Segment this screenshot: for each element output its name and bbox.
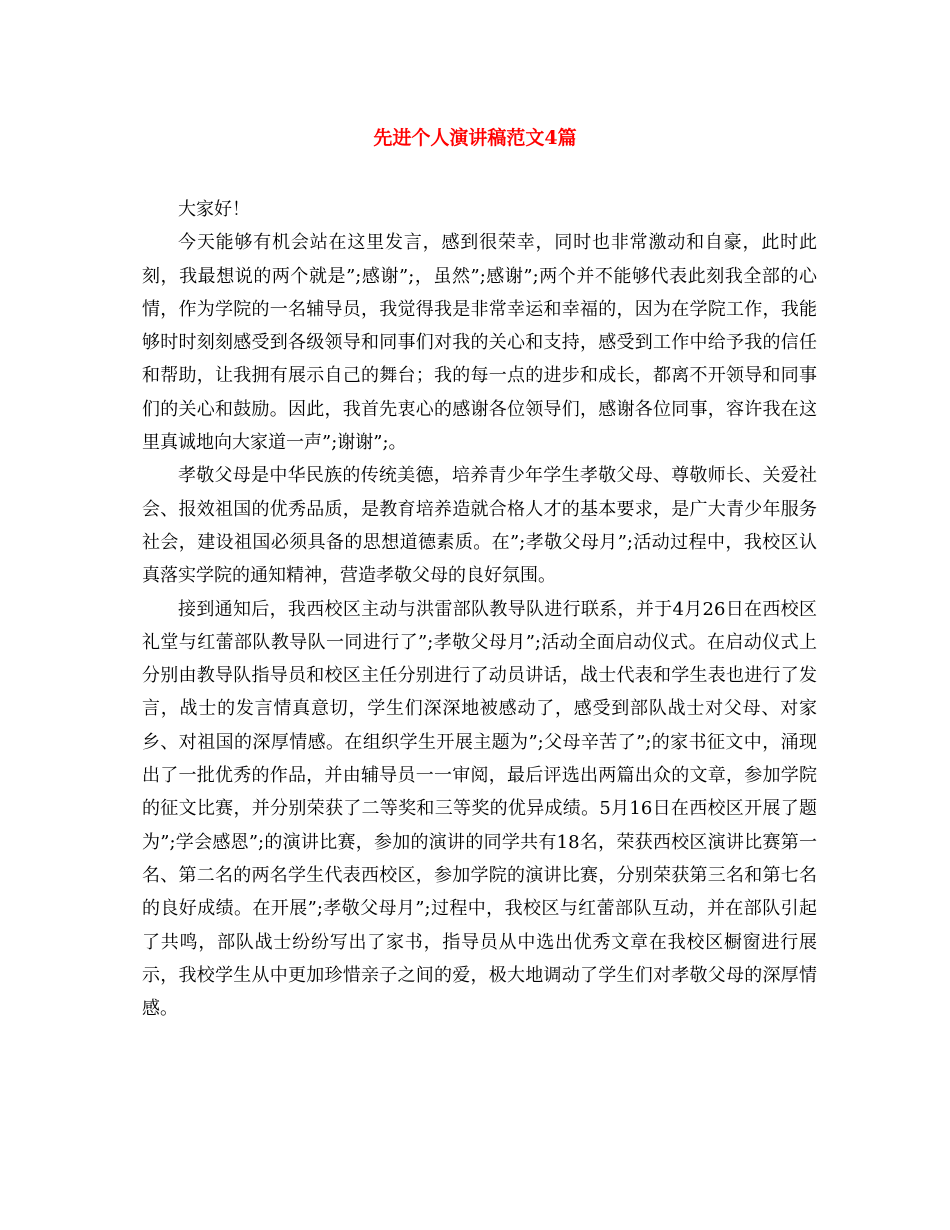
document-title: 先进个人演讲稿范文4篇 <box>373 127 577 149</box>
paragraph-thanks: 今天能够有机会站在这里发言，感到很荣幸，同时也非常激动和自豪，此时此刻，我最想说的两个就是”;感谢”;，虽然”;感谢”;两个并不能够代表此刻我全部的心情，作为学院的一名辅导员，我觉得我是非常幸运和幸福的，因为在学院工作，我能够时时刻刻感受到各级领导和同事们对我的关心和支持，感受到工作中给予我的信任和帮助，让我拥有展示自己的舞台；我的每一点的进步和成长，都离不开领导和同事们的关心和鼓励。因此，我首先衷心的感谢各位领导们，感谢各位同事，容许我在这里真诚地向大家道一声”;谢谢”;。 <box>142 232 817 454</box>
paragraph-filial-piety: 孝敬父母是中华民族的传统美德，培养青少年学生孝敬父母、尊敬师长、关爱社会、报效祖国的优秀品质，是教育培养造就合格人才的基本要求，是广大青少年服务社会，建设祖国必须具备的思想道德素质。在”;孝敬父母月”;活动过程中，我校区认真落实学院的通知精神，营造孝敬父母的良好氛围。 <box>142 465 817 587</box>
paragraph-greeting: 大家好！ <box>178 199 250 220</box>
paragraph-activities: 接到通知后，我西校区主动与洪雷部队教导队进行联系，并于4月26日在西校区礼堂与红蕾部队教导队一同进行了”;孝敬父母月”;活动全面启动仪式。在启动仪式上分别由教导队指导员和校区主任分别进行了动员讲话，战士代表和学生表也进行了发言，战士的发言情真意切，学生们深深地被感动了，感受到部队战士对父母、对家乡、对祖国的深厚情感。在组织学生开展主题为”;父母辛苦了”;的家书征文中，涌现出了一批优秀的作品，并由辅导员一一审阅，最后评选出两篇出众的文章，参加学院的征文比赛，并分别荣获了二等奖和三等奖的优异成绩。5月16日在西校区开展了题为”;学会感恩”;的演讲比赛，参加的演讲的同学共有18名，荣获西校区演讲比赛第一名、第二名的两名学生代表西校区，参加学院的演讲比赛，分别荣获第三名和第七名的良好成绩。在开展”;孝敬父母月”;过程中，我校区与红蕾部队互动，并在部队引起了共鸣，部队战士纷纷写出了家书，指导员从中选出优秀文章在我校区橱窗进行展示，我校学生从中更加珍惜亲子之间的爱，极大地调动了学生们对孝敬父母的深厚情感。 <box>142 598 817 1020</box>
document-body <box>142 193 817 1025</box>
